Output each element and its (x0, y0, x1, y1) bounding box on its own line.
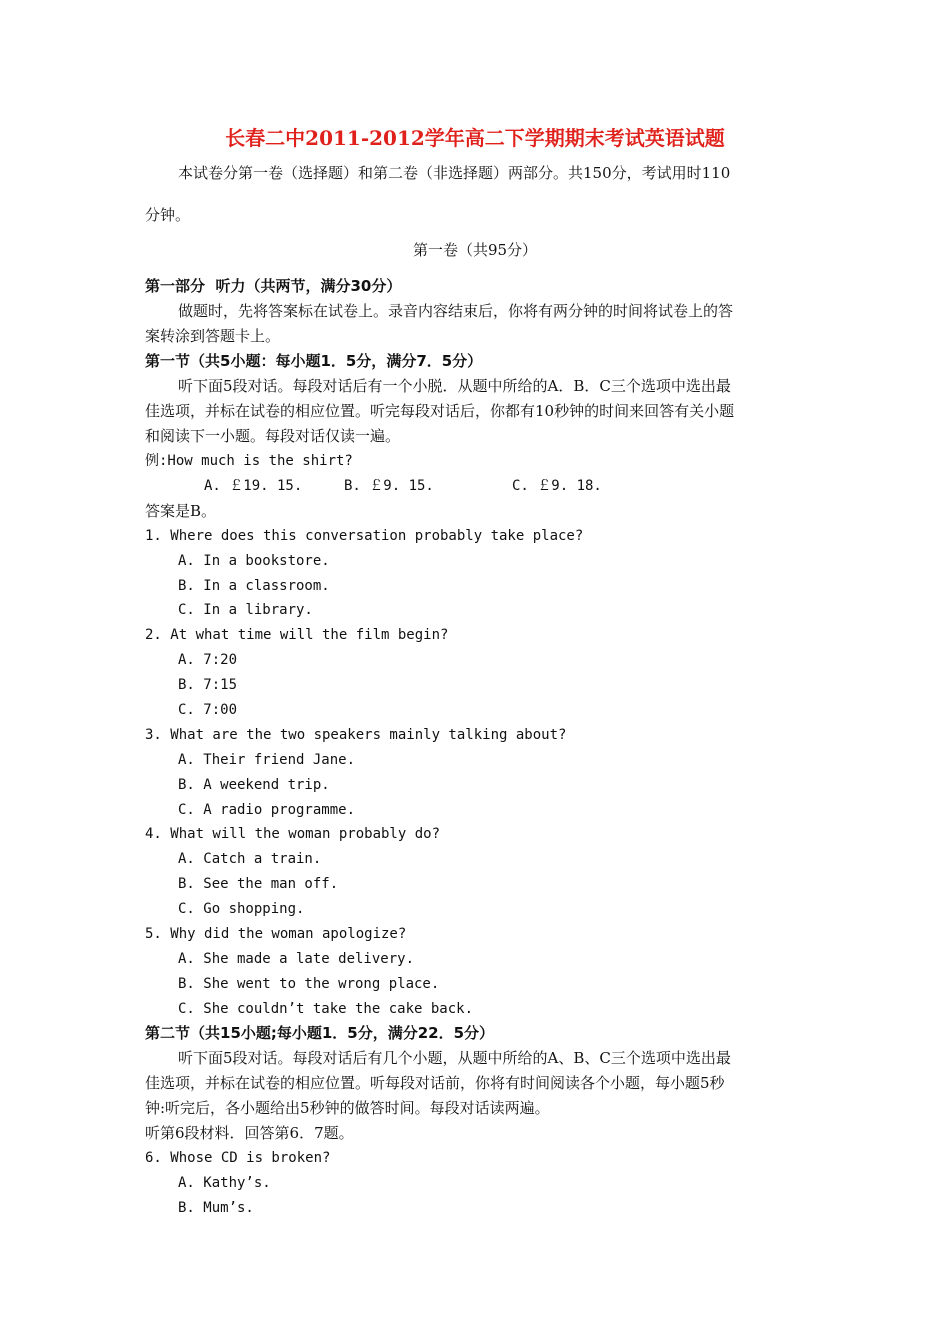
option-a: A. She made a late delivery. (178, 951, 415, 967)
question-text: 6. Whose CD is broken? (145, 1150, 331, 1166)
option-c: C. 7:00 (178, 702, 238, 718)
material-note: 听第6段材料．回答第6．7题。 (145, 1124, 354, 1142)
part1-instructions: 做题时，先将答案标在试卷上。录音内容结束后，你将有两分钟的时间将试卷上的答 (178, 302, 734, 320)
question-text: 2. At what time will the film begin? (145, 627, 449, 643)
example-option-a: A. ￡19. 15. (204, 478, 303, 494)
option-b: B. Mum’s. (178, 1200, 254, 1216)
option-b: B. 7:15 (178, 677, 238, 693)
option-a: A. Catch a train. (178, 851, 322, 867)
option-b: B. In a classroom. (178, 578, 330, 594)
question-text: 1. Where does this conversation probably take place? (145, 528, 584, 544)
question-text: 4. What will the woman probably do? (145, 826, 441, 842)
section2-instructions: 听下面5段对话。每段对话后有几个小题，从题中所给的A、B、C三个选项中选出最 (178, 1049, 731, 1067)
part1-heading: 第一部分 听力（共两节，满分30分） (145, 277, 402, 295)
section1-instructions: 佳选项，并标在试卷的相应位置。听完每段对话后，你都有10秒钟的时间来回答有关小题 (145, 402, 735, 420)
section1-instructions: 和阅读下一小题。每段对话仅读一遍。 (145, 427, 401, 445)
volume-heading: 第一卷（共95分） (412, 241, 538, 259)
option-a: A. 7:20 (178, 652, 238, 668)
option-a: A. Their friend Jane. (178, 752, 356, 768)
example-option-c: C. ￡9. 18. (512, 478, 602, 494)
option-b: B. See the man off. (178, 876, 339, 892)
example-option-b: B. ￡9. 15. (344, 478, 434, 494)
option-b: B. A weekend trip. (178, 777, 330, 793)
section1-instructions: 听下面5段对话。每段对话后有一个小脱．从题中所给的A．B．C三个选项中选出最 (178, 377, 731, 395)
option-a: A. In a bookstore. (178, 553, 330, 569)
section2-heading: 第二节（共15小题;每小题1．5分，满分22．5分） (145, 1024, 495, 1042)
section1-heading: 第一节（共5小题：每小题1．5分，满分7．5分） (145, 352, 483, 370)
example-question: 例:How much is the shirt? (145, 453, 353, 469)
question-text: 3. What are the two speakers mainly talking about? (145, 727, 567, 743)
section2-instructions: 佳选项，并标在试卷的相应位置。听每段对话前，你将有时间阅读各个小题，每小题5秒 (145, 1074, 725, 1092)
option-c: C. A radio programme. (178, 802, 356, 818)
option-c: C. She couldn’t take the cake back. (178, 1001, 474, 1017)
part1-instructions: 案转涂到答题卡上。 (145, 327, 281, 345)
question-text: 5. Why did the woman apologize? (145, 926, 407, 942)
exam-title: 长春二中2011-2012学年高二下学期期末考试英语试题 (225, 126, 725, 150)
option-c: C. In a library. (178, 602, 313, 618)
option-c: C. Go shopping. (178, 901, 305, 917)
intro-line: 分钟。 (145, 206, 191, 224)
intro-line: 本试卷分第一卷（选择题）和第二卷（非选择题）两部分。共150分，考试用时110 (178, 164, 731, 182)
example-answer: 答案是B。 (145, 502, 217, 520)
option-b: B. She went to the wrong place. (178, 976, 440, 992)
section2-instructions: 钟:听完后，各小题给出5秒钟的做答时间。每段对话读两遍。 (145, 1099, 550, 1117)
option-a: A. Kathy’s. (178, 1175, 271, 1191)
